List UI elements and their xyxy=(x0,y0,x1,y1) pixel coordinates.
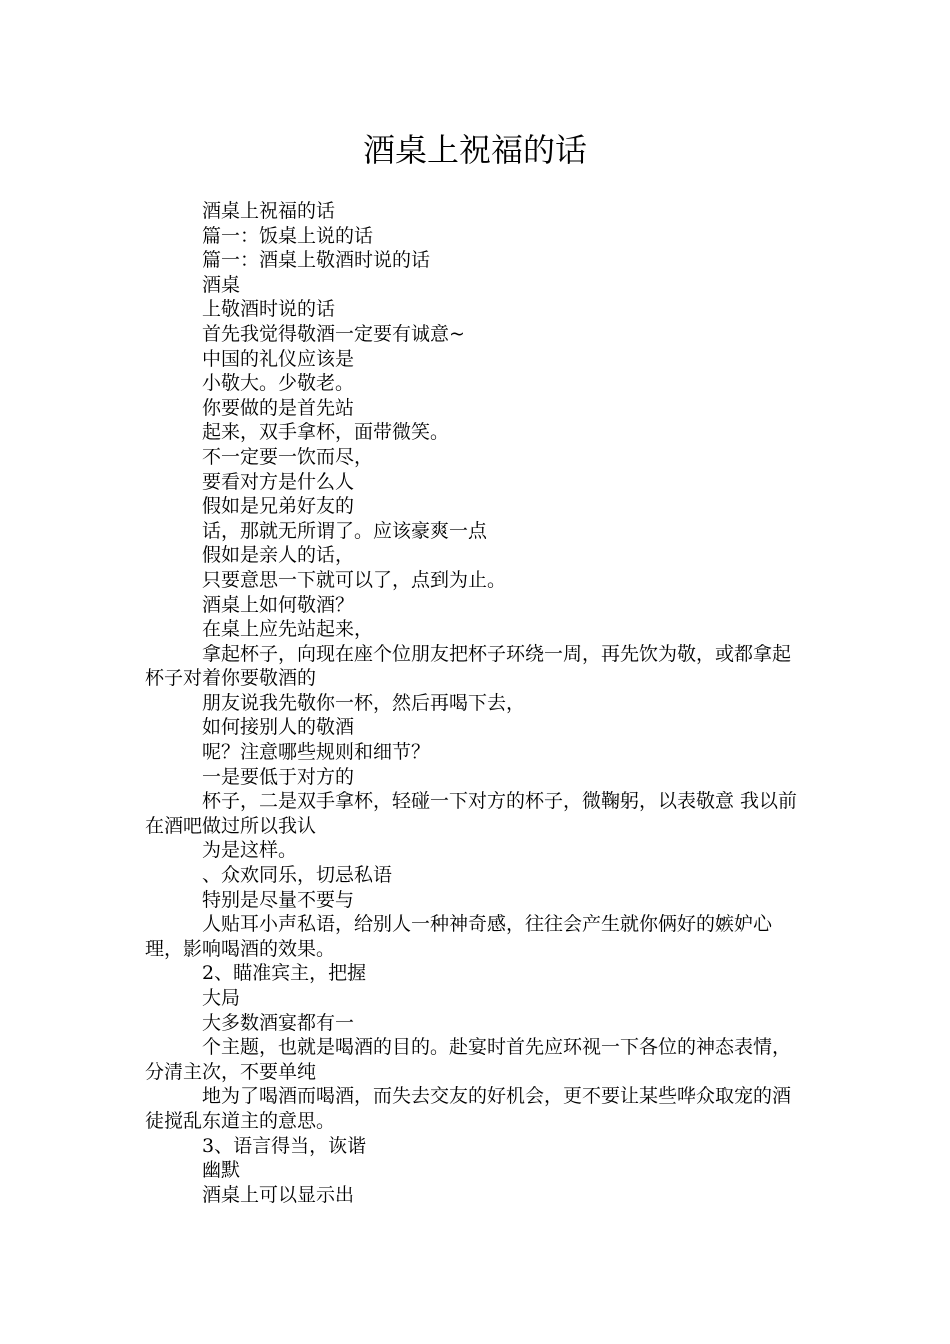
paragraph: 杯子，二是双手拿杯，轻碰一下对方的杯子，微鞠躬，以表敬意 我以前在酒吧做过所以我认 xyxy=(145,790,798,837)
paragraph: 2、瞄准宾主，把握 xyxy=(202,962,367,985)
paragraph: 个主题，也就是喝酒的目的。赴宴时首先应环视一下各位的神态表情，分清主次，不要单纯 xyxy=(145,1036,792,1083)
paragraph: 如何接别人的敬酒 xyxy=(202,716,355,739)
document-title: 酒桌上祝福的话 xyxy=(362,131,587,169)
paragraph: 只要意思一下就可以了，点到为止。 xyxy=(202,568,507,591)
paragraph: 酒桌上如何敬酒？ xyxy=(202,593,355,616)
paragraph: 呢？注意哪些规则和细节？ xyxy=(202,741,431,764)
paragraph: 一是要低于对方的 xyxy=(202,765,355,788)
paragraph: 特别是尽量不要与 xyxy=(202,888,355,911)
paragraph: 拿起杯子，向现在座个位朋友把杯子环绕一周，再先饮为敬，或都拿起杯子对着你要敬酒的 xyxy=(145,642,792,690)
paragraph: 要看对方是什么人 xyxy=(202,470,355,493)
paragraph: 地为了喝酒而喝酒，而失去交友的好机会，更不要让某些哗众取宠的酒徒搅乱东道主的意思。 xyxy=(145,1085,792,1132)
paragraph: 中国的礼仪应该是 xyxy=(202,347,355,370)
paragraph: 酒桌 xyxy=(202,273,241,296)
paragraph: 话，那就无所谓了。应该豪爽一点 xyxy=(202,519,488,542)
paragraph: 酒桌上可以显示出 xyxy=(202,1183,355,1206)
paragraph: 在桌上应先站起来， xyxy=(202,618,374,641)
paragraph: 上敬酒时说的话 xyxy=(202,298,336,321)
paragraph: 酒桌上祝福的话 xyxy=(202,200,336,222)
paragraph: 篇一：饭桌上说的话 xyxy=(202,224,374,247)
paragraph: 你要做的是首先站 xyxy=(202,396,355,419)
paragraph: 朋友说我先敬你一杯，然后再喝下去， xyxy=(202,691,526,714)
paragraph: 3、语言得当，诙谐 xyxy=(202,1134,367,1157)
paragraph: 小敬大。少敬老。 xyxy=(202,372,355,395)
paragraph: 大局 xyxy=(202,987,241,1009)
paragraph: 不一定要一饮而尽， xyxy=(202,445,374,468)
paragraph: 假如是亲人的话， xyxy=(202,544,355,567)
paragraph: 篇一：酒桌上敬酒时说的话 xyxy=(202,249,431,272)
paragraph: 人贴耳小声私语，给别人一种神奇感，往往会产生就你俩好的嫉妒心理，影响喝酒的效果。 xyxy=(145,913,773,960)
paragraph: 起来，双手拿杯，面带微笑。 xyxy=(202,421,450,444)
paragraph: 幽默 xyxy=(202,1159,241,1182)
paragraph: 为是这样。 xyxy=(202,839,298,862)
paragraph: 假如是兄弟好友的 xyxy=(202,495,355,518)
document-body xyxy=(145,199,807,1207)
paragraph: 首先我觉得敬酒一定要有诚意~ xyxy=(202,322,465,345)
paragraph: 大多数酒宴都有一 xyxy=(202,1011,355,1034)
paragraph: 、众欢同乐，切忌私语 xyxy=(202,864,393,887)
